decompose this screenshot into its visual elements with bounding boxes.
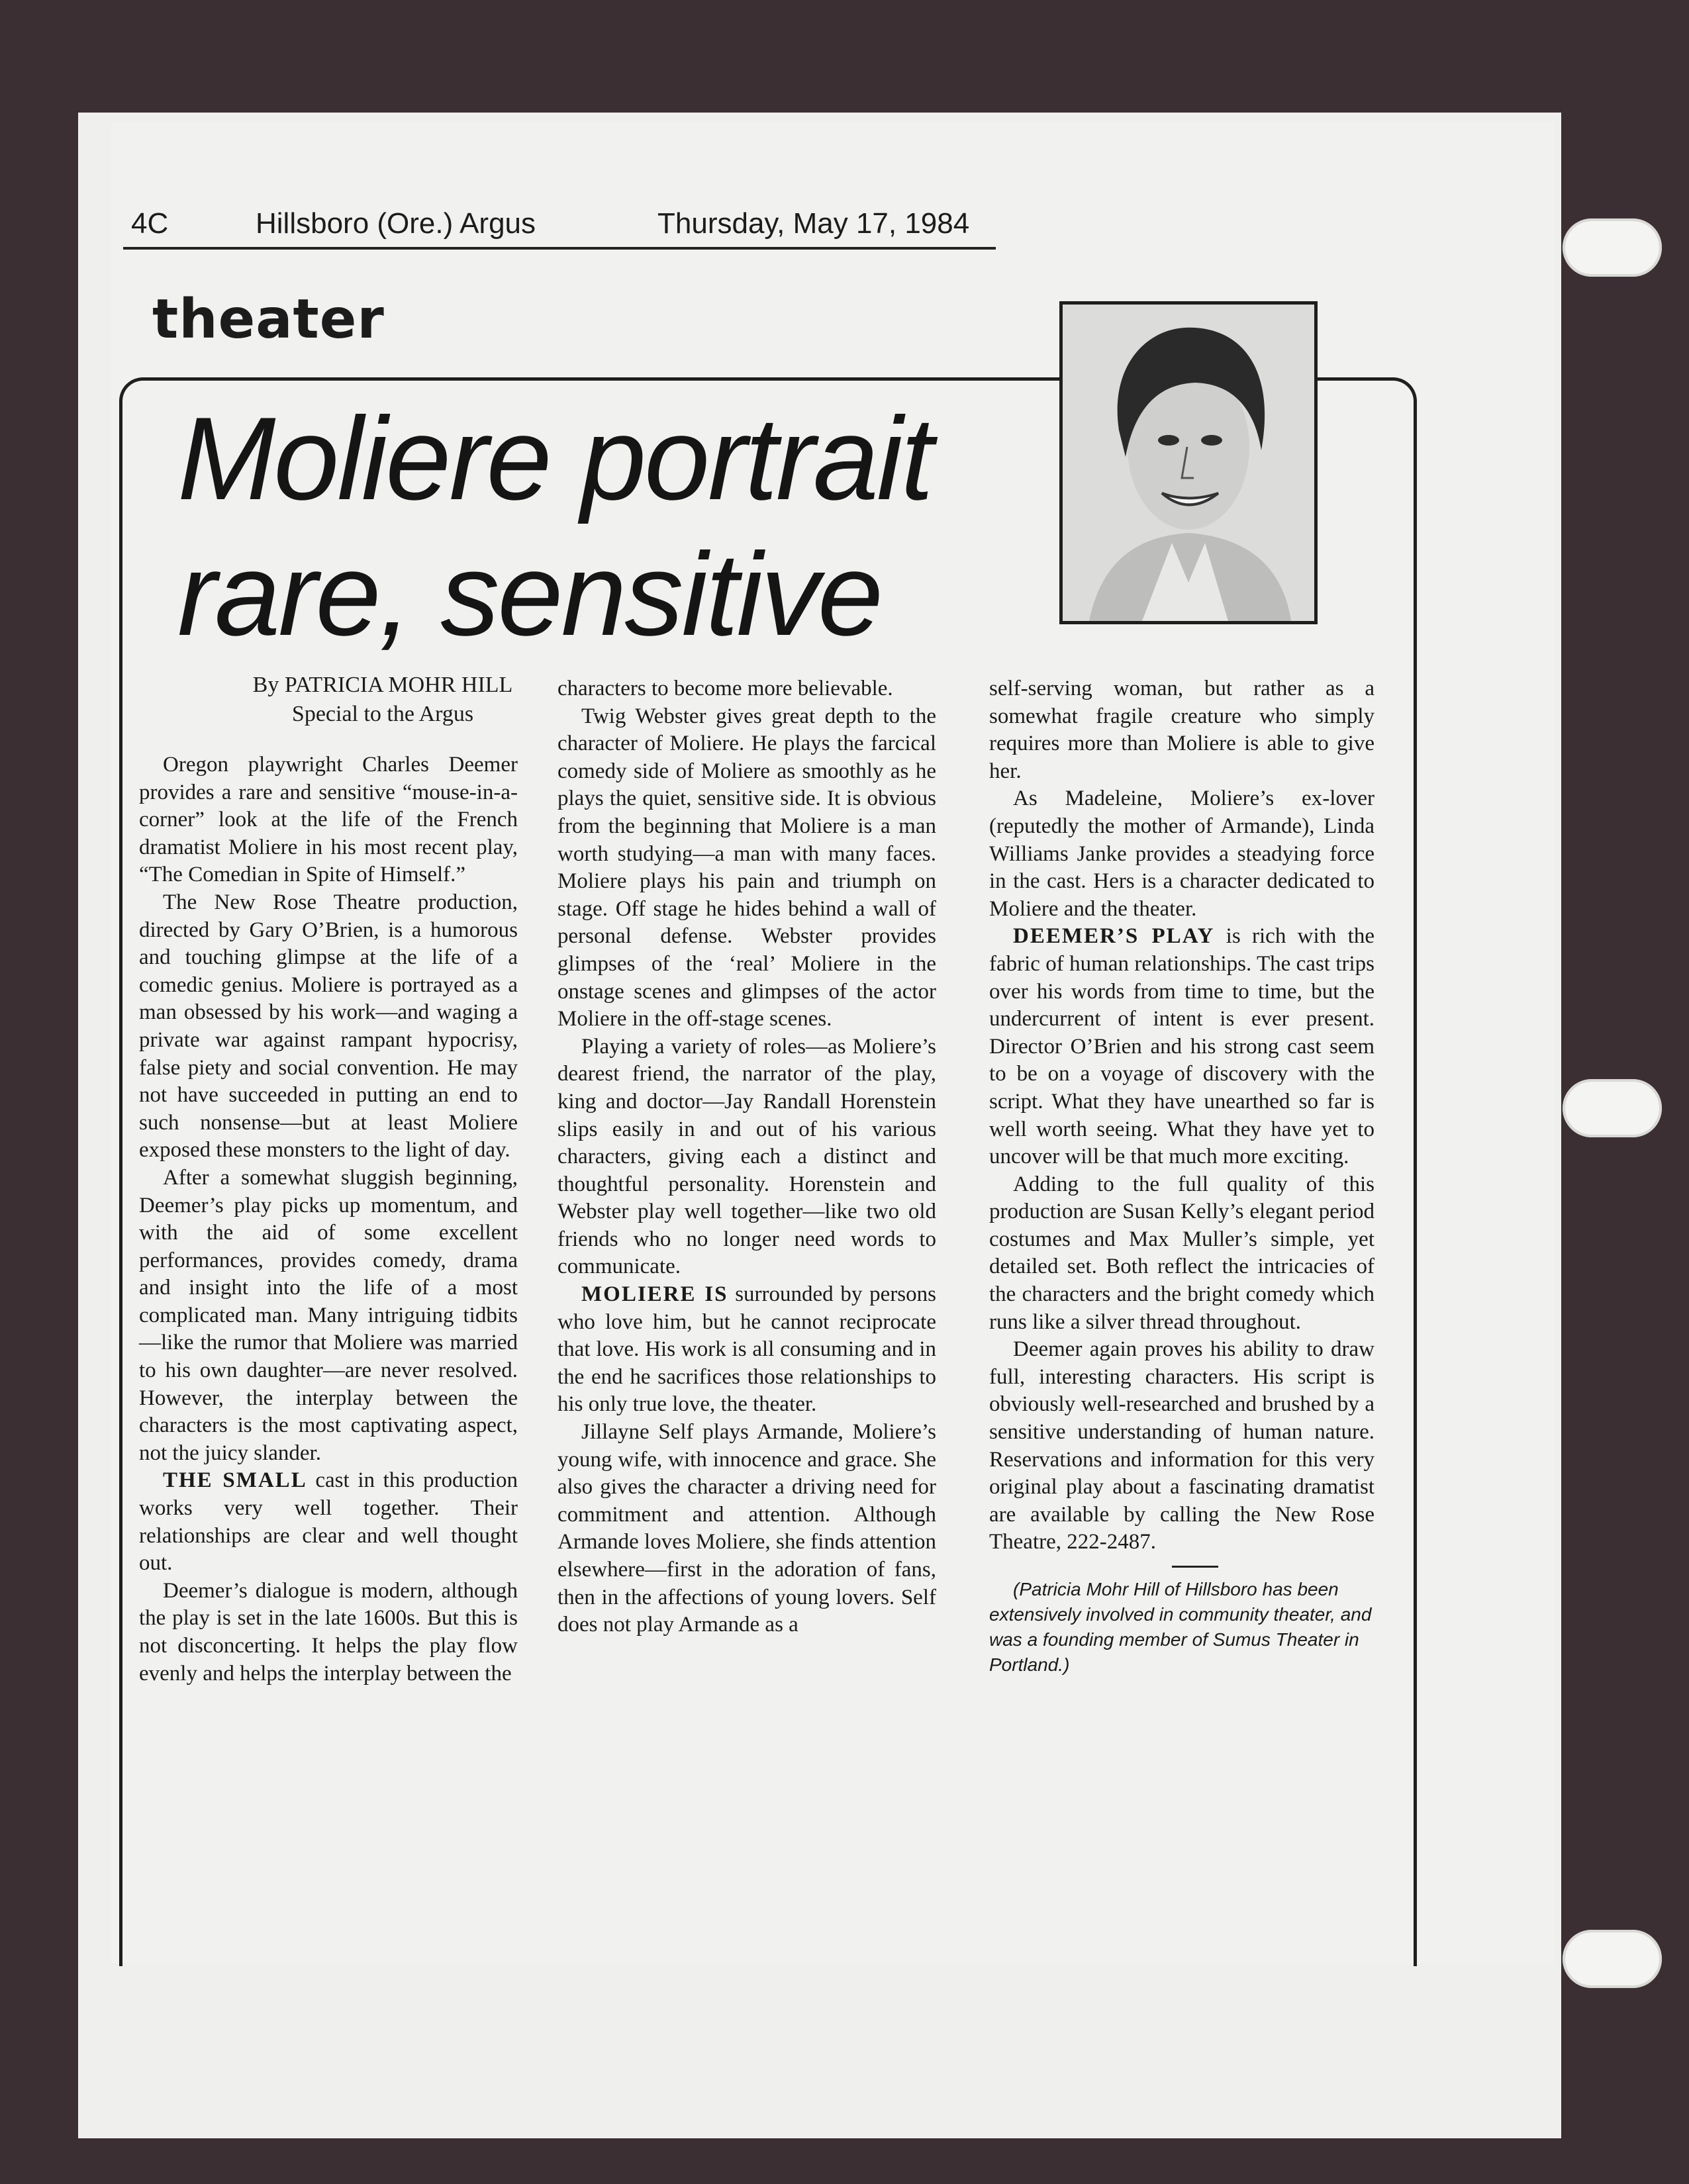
newspaper-clipping: [111, 122, 1555, 1963]
article-paragraph: [557, 1419, 936, 1639]
paragraph-text: Deemer’s dialogue is modern, although the play is set in the late 1600s. But this is not disconcerting. It helps the play flow evenly and helps the interplay between the: [139, 1578, 518, 1685]
paragraph-text: Oregon playwright Charles Deemer provides a rare and sensitive “mouse-in-a-corner” look at the life of the French dramatist Moliere in his most recent play, “The Comedian in Spite of Himself.”: [139, 753, 518, 887]
article-paragraph: [989, 675, 1375, 785]
article-paragraph: [139, 1578, 518, 1687]
headline-line-1: Moliere portrait: [177, 393, 932, 524]
article-paragraph: [557, 675, 936, 703]
paragraph-text: surrounded by persons who love him, but he cannot reciprocate that love. His work is all consuming and in the end he sacrifices those relationships to his only true love, the theater.: [557, 1282, 936, 1417]
page-number: 4C: [131, 207, 169, 240]
article-paragraph: [989, 923, 1375, 1170]
article-column-3: [989, 675, 1375, 1678]
paragraph-lead-in: MOLIERE IS: [581, 1282, 728, 1307]
author-credit: Special to the Argus: [291, 702, 474, 726]
article-paragraph: [557, 1033, 936, 1281]
binder-hole-middle: [1563, 1079, 1662, 1137]
headline: [177, 391, 1197, 662]
paragraph-text: Adding to the full quality of this production are Susan Kelly’s elegant period costumes and Max Muller’s simple, yet detailed set. Both reflect the intricacies of the characters and the bright comedy which runs like a silver thread throughout.: [989, 1172, 1375, 1334]
binder-hole-bottom: [1563, 1930, 1662, 1988]
paragraph-text: is rich with the fabric of human relationships. The cast trips over his words from time to time, but the undercurrent of intent is ever present. Director O’Brien and his strong cast seem to be on a voyage of discovery with the script. What they have unearthed so far is well worth seeing. What they have yet to uncover will be that much more exciting.: [989, 924, 1375, 1169]
newspaper-name: Hillsboro (Ore.) Argus: [256, 207, 536, 240]
masthead: [123, 201, 996, 250]
paragraph-text: Twig Webster gives great depth to the character of Moliere. He plays the farcical comedy side of Moliere as smoothly as he plays the quiet, sensitive side. It is obvious from the beginning that Moliere is a man worth studying—a man with many faces. Moliere plays his pain and triumph on stage. Off stage he hides behind a wall of personal defense. Webster provides glimpses of the ‘real’ Moliere in the onstage scenes and glimpses of the actor Moliere in the off-stage scenes.: [557, 704, 936, 1031]
article-paragraph: [139, 889, 518, 1164]
binder-hole-top: [1563, 218, 1662, 277]
paragraph-text: Jillayne Self plays Armande, Moliere’s young wife, with innocence and grace. She also gives the character a driving need for commitment and attention. Although Armande loves Moliere, she finds attention elsewhere—first in the adoration of fans, then in the affections of young lovers. Self does not play Armande as a: [557, 1420, 936, 1637]
article-column-2: [557, 675, 936, 1639]
article-paragraph: [989, 1336, 1375, 1556]
article-paragraph: [557, 703, 936, 1033]
paragraph-text: Playing a variety of roles—as Moliere’s dearest friend, the narrator of the play, king and doctor—Jay Randall Horenstein slips easily in and out of his various characters, giving each a distinct and thoughtful personality. Horenstein and Webster play well together—like two old friends who no longer need words to communicate.: [557, 1034, 936, 1279]
article-column-1: [139, 751, 518, 1687]
article-paragraph: [139, 1164, 518, 1468]
article-paragraph: [139, 751, 518, 889]
end-rule: [1172, 1566, 1218, 1568]
paragraph-text: The New Rose Theatre production, directed by Gary O’Brien, is a humorous and touching glimpse at the life of a comedic genius. Moliere is portrayed as a man obsessed by his work—and waging a private war against rampant hypocrisy, false piety and social convention. He may not have succeeded in putting an end to such nonsense—but at least Moliere exposed these monsters to the light of day.: [139, 890, 518, 1163]
paragraph-lead-in: THE SMALL: [163, 1468, 307, 1493]
paragraph-text: Deemer again proves his ability to draw full, interesting characters. His script is obviously well-researched and brushed by a sensitive understanding of human nature. Reservations and information for this very original play about a fascinating dramatist are available by calling the New Rose Theatre, 222-2487.: [989, 1337, 1375, 1554]
section-label: theater: [152, 288, 385, 351]
paragraph-lead-in: DEEMER’S PLAY: [1013, 924, 1215, 949]
article-paragraph: [989, 1171, 1375, 1337]
issue-date: Thursday, May 17, 1984: [657, 207, 970, 240]
paragraph-text: characters to become more believable.: [557, 677, 893, 700]
paragraph-text: cast in this production works very well together. Their relationships are clear and well thought out.: [139, 1468, 518, 1576]
article-paragraph: [989, 785, 1375, 923]
paragraph-text: After a somewhat sluggish beginning, Deemer’s play picks up momentum, and with the aid of some excellent performances, provides comedy, drama and insight into the life of a most complicated man. Many intriguing tidbits—like the rumor that Moliere was married to his own daughter—are never resolved. However, the interplay between the characters is the most captivating aspect, not the juicy slander.: [139, 1165, 518, 1465]
byline: [197, 671, 568, 729]
paragraph-text: self-serving woman, but rather as a somewhat fragile creature who simply requires more than Moliere is able to give her.: [989, 677, 1375, 783]
contributor-note: (Patricia Mohr Hill of Hillsboro has been extensively involved in community theater, and was a founding member of Sumus Theater in Portland.): [989, 1579, 1372, 1675]
headline-line-2: rare, sensitive: [177, 528, 881, 660]
author-name: By PATRICIA MOHR HILL: [252, 673, 513, 697]
article-paragraph: [557, 1281, 936, 1419]
article-paragraph: [139, 1467, 518, 1577]
paragraph-text: As Madeleine, Moliere’s ex-lover (reputedly the mother of Armande), Linda Williams Janke provides a steadying force in the cast. Hers is a character dedicated to Moliere and the theater.: [989, 786, 1375, 921]
